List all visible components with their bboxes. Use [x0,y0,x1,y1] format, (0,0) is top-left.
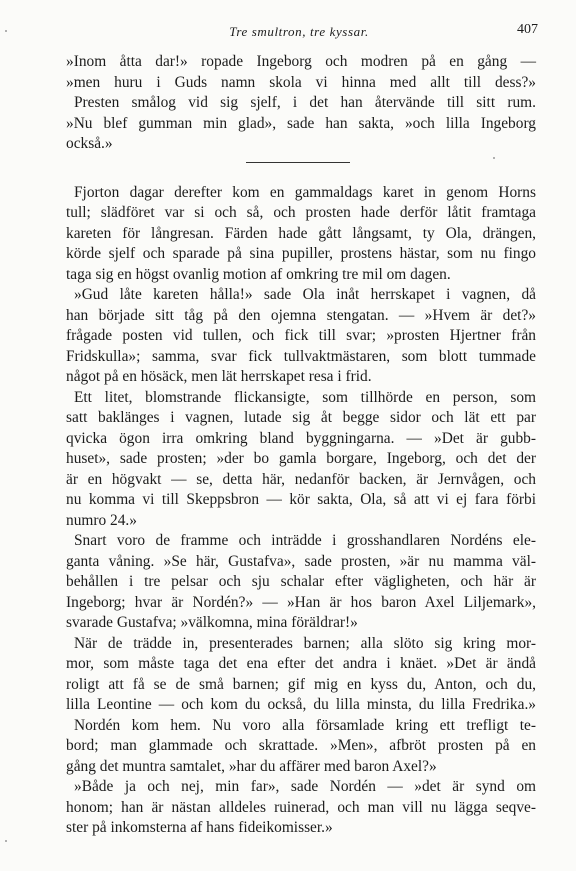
text-line: Nordén kom hem. Nu voro alla församlade kring ett trefligt te- [74,716,536,734]
text-line: han började sitt tåg på den ojemna stengatan. — »Hvem är det?» [66,306,536,324]
text-line: »Både ja och nej, min far», sade Nordén — »det är synd om [74,778,536,795]
text-line: »men huru i Guds namn skola vi hinna med allt till dess?» [66,73,536,91]
text-line: bord; man glammade och skrattade. »Men», afbröt prosten på en [66,737,536,754]
text-line: körde sjelf och sparade på sina pupiller, prostens hästar, som nu fingo [66,245,536,262]
scan-speck [5,840,7,842]
text-line: kareten för långresan. Färden hade gått långsamt, ty Ola, drängen, [66,224,536,242]
text-line: honom; han är nästan alldeles ruinerad, och man vill nu lägga seqve- [66,798,536,816]
text-line: Snart voro de framme och inträdde i grosshandlaren Nordéns ele- [74,532,536,549]
text-line: När de trädde in, presenterades barnen; alla slöto sig kring mor- [74,634,536,652]
text-line: också.» [66,135,113,152]
text-line: »Gud låte kareten hålla!» sade Ola inåt herrskapet i vagnen, då [74,286,536,303]
scan-speck [5,30,7,32]
text-line: huset», sade prosten; »der bo gamla borgare, Ingeborg, och det der [66,450,536,467]
text-line: satt baklänges i vagnen, lutade sig åt begge sidor och lät ett par [66,409,536,426]
text-line: Ett litet, blomstrande flickansigte, som tillhörde en person, som [74,388,536,406]
running-head [60,24,538,44]
page-number: 407 [517,22,538,37]
text-line: svarade Gustafva; »välkomna, mina föräldrar!» [66,614,358,631]
text-line: tull; slädföret var si och så, och prosten hade derför låtit framtaga [66,204,536,221]
text-line: gång det muntra samtalet, »har du affärer med baron Axel?» [66,757,437,775]
body-text [66,52,536,839]
text-line: Fjorton dagar derefter kom en gammaldags karet in genom Horns [74,183,536,201]
text-line: »Inom åtta dar!» ropade Ingeborg och modren på en gång — [66,53,536,70]
text-line: lilla Leontine — och kom du också, du lilla minsta, du lilla Fredrika.» [66,696,536,713]
text-line: »Nu blef gumman min glad», sade han sakta, »och lilla Ingeborg [66,114,536,132]
text-line: ganta våning. »Se här, Gustafva», sade prosten, »är nu mamma väl- [66,552,536,570]
text-line: ster på inkomsterna af hans fideikomisser.» [66,819,333,836]
scan-speck [493,157,495,159]
running-head-title: Tre smultron, tre kyssar. [229,24,369,39]
text-line: Ingeborg; hvar är Nordén?» — »Han är hos baron Axel Liljemark», [66,593,536,611]
text-line: frågade posten vid tullen, och fick till svar; »prosten Hjertner från [66,327,536,344]
text-line: är en högvakt — se, detta här, nedanför backen, är Jernvågen, och [66,470,536,488]
text-line: taga sig en högst ovanlig motion af omkring tre mil om dagen. [66,265,451,283]
text-line: numro 24.» [66,511,137,529]
text-line: Fridskulla»; samma, svar fick tullvaktmästaren, som blott tummade [66,347,536,365]
text-line: Presten smålog vid sig sjelf, i det han återvände till sitt rum. [74,94,536,111]
text-line: nu komma vi till Skeppsbron — kör sakta, Ola, så att vi ej fara förbi [66,491,536,508]
text-line: qvicka ögon irra omkring bland byggningarna. — »Det är gubb- [66,429,536,447]
text-line: roligt att få se de små barnen; gif mig en kyss du, Anton, och du, [66,675,536,693]
text-line: behållen i tre pelsar och sju schalar efter vägligheten, och här är [66,573,536,590]
text-line: mor, som måste taga det ena efter det andra i knäet. »Det är ändå [66,655,536,672]
text-line: något på en hösäck, men lät herrskapet resa i frid. [66,368,372,385]
section-divider [66,155,536,175]
